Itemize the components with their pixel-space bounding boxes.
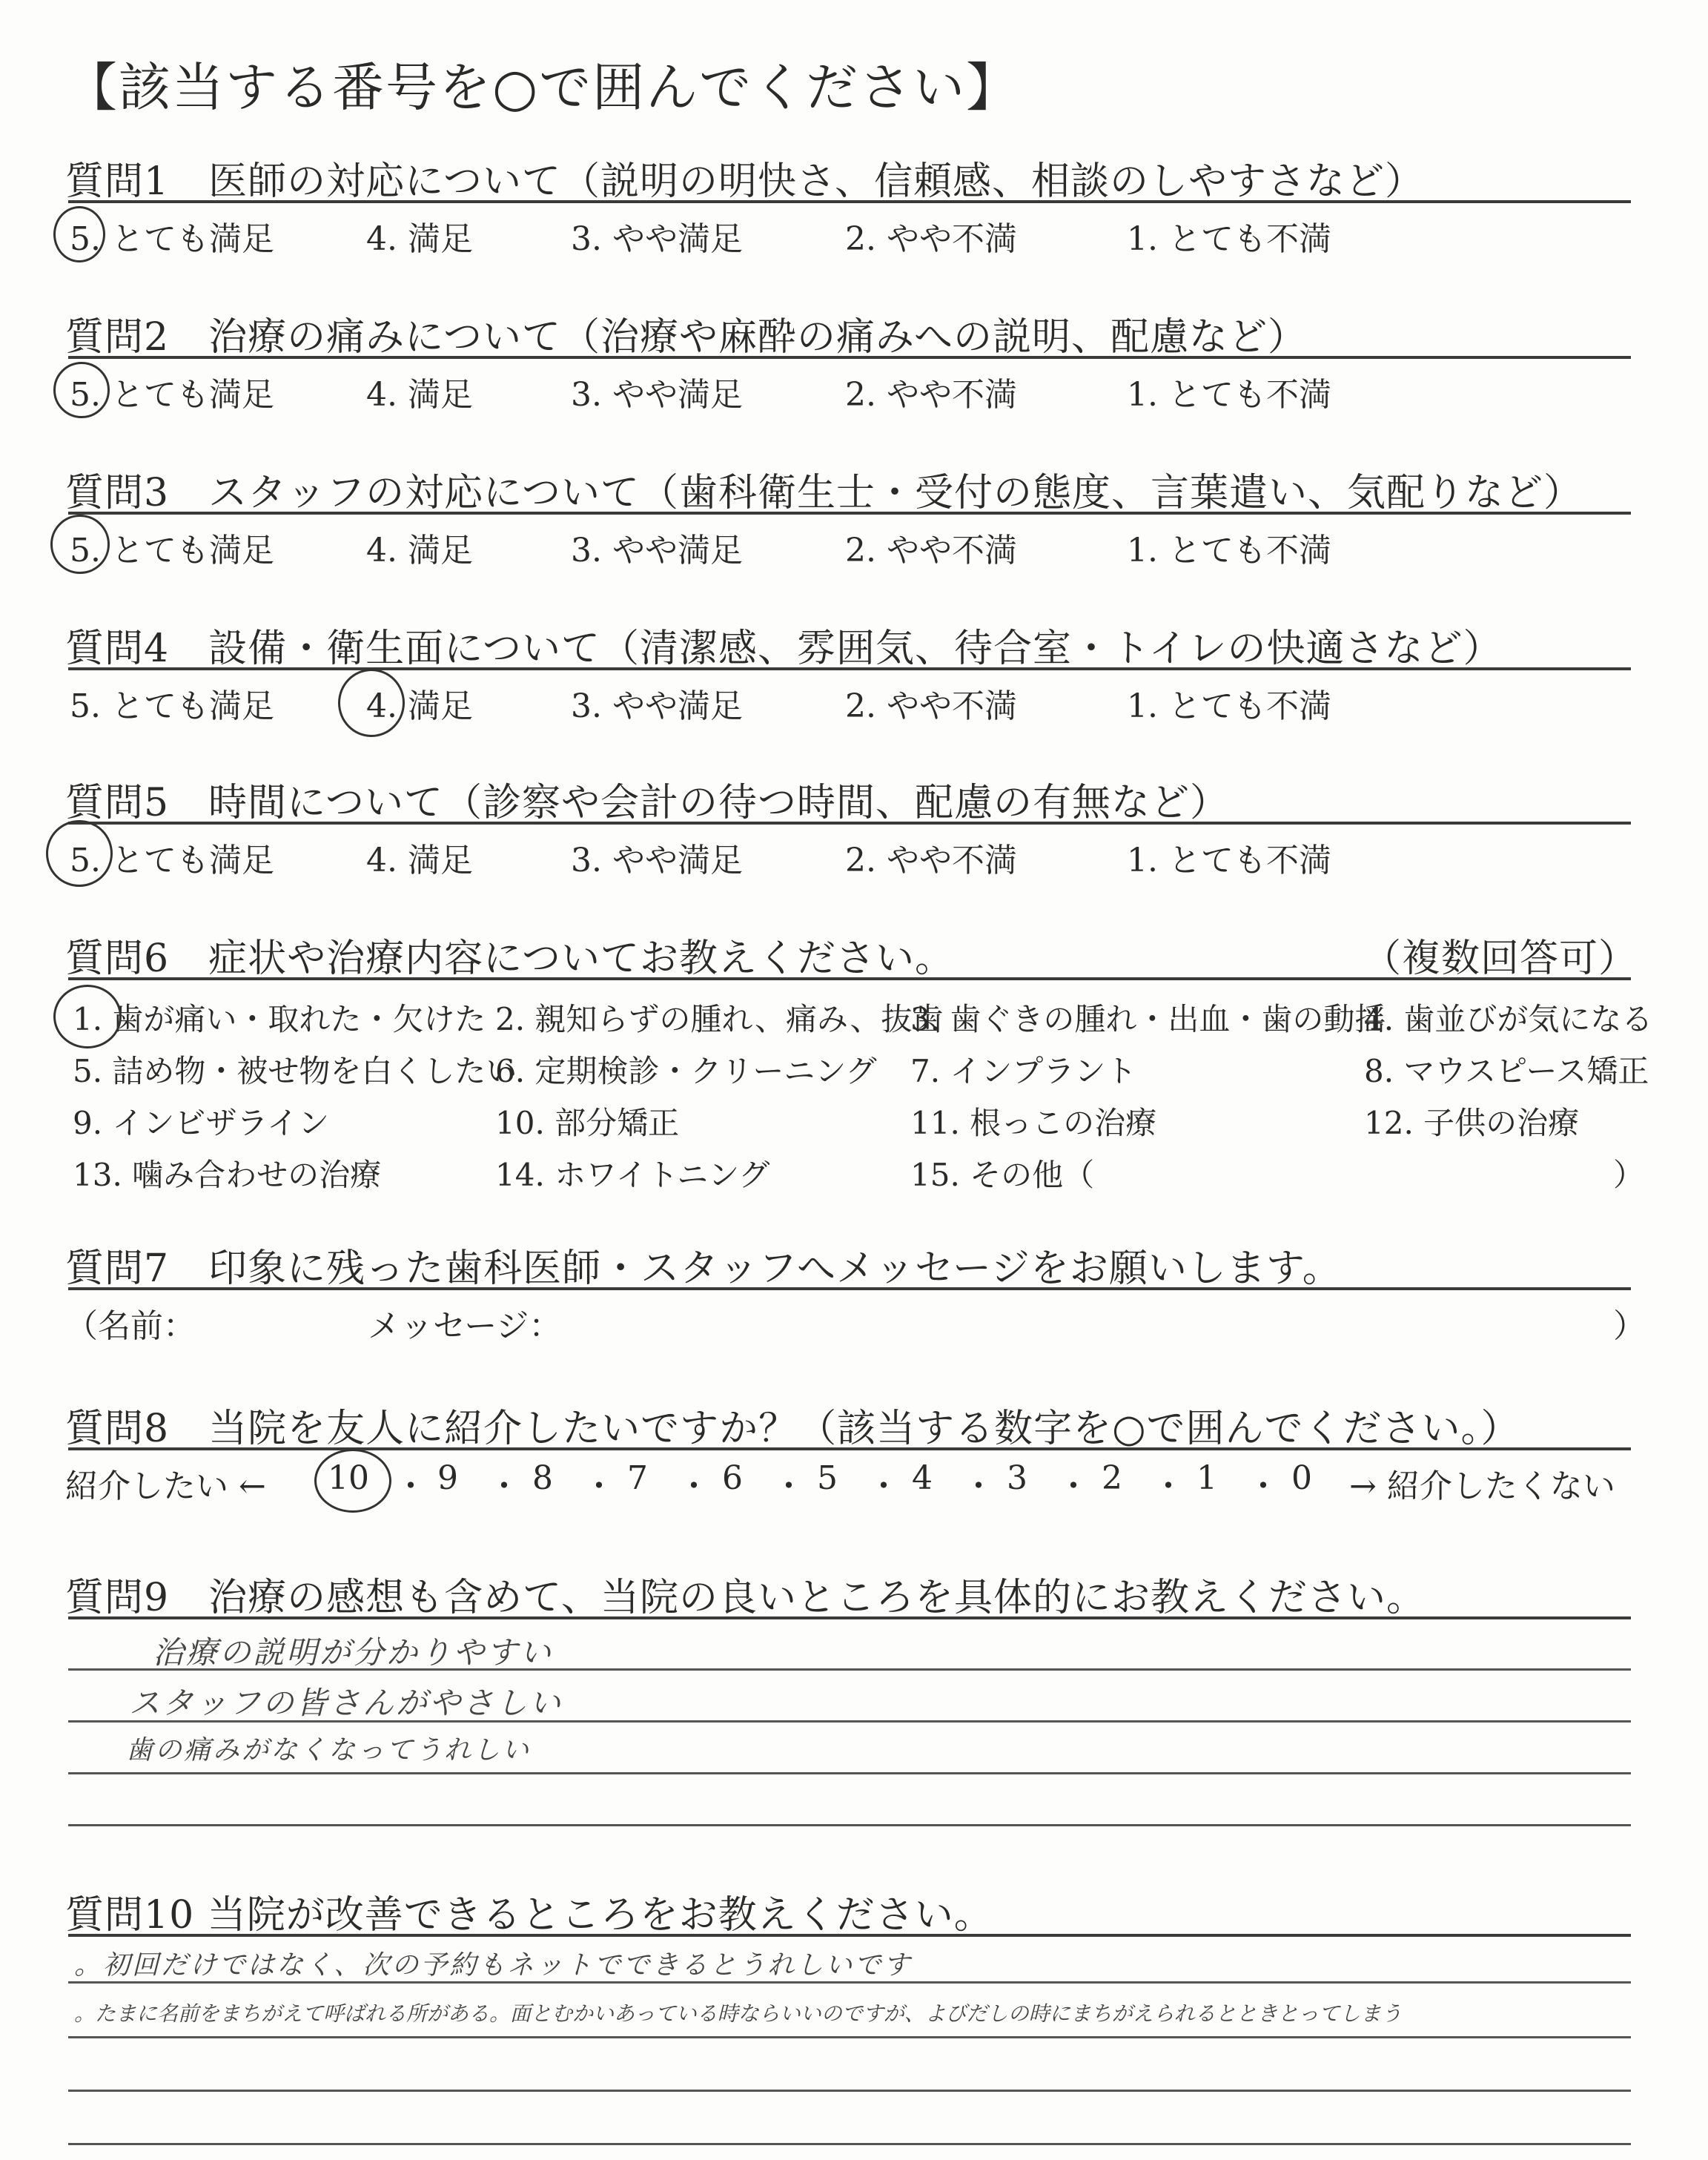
question-4-label: 質問4 設備・衛生面について（清潔感、雰囲気、待合室・トイレの快適さなど） — [65, 627, 1503, 671]
divider — [68, 512, 1631, 515]
divider — [68, 667, 1631, 670]
divider — [68, 1287, 1631, 1290]
q6-item-13[interactable]: 13. 噛み合わせの治療 — [73, 1157, 382, 1193]
q8-left-label: 紹介したい ← — [65, 1467, 266, 1505]
q5-option-1[interactable]: 1. とても不満 — [1127, 842, 1331, 879]
q4-option-5[interactable]: 5. とても満足 — [70, 687, 274, 725]
q2-option-3[interactable]: 3. やや満足 — [571, 376, 743, 414]
q6-item-5[interactable]: 5. 詰め物・被せ物を白くしたい — [73, 1053, 517, 1089]
q2-option-4[interactable]: 4. 満足 — [366, 376, 473, 414]
question-10-label: 質問10 当院が改善できるところをお教えください。 — [65, 1893, 993, 1938]
q2-option-1[interactable]: 1. とても不満 — [1127, 376, 1331, 414]
divider — [68, 1447, 1631, 1450]
question-1-label: 質問1 医師の対応について（説明の明快さ、信頼感、相談のしやすさなど） — [65, 159, 1424, 204]
q3-option-1[interactable]: 1. とても不満 — [1127, 532, 1331, 569]
q8-separator: ・ — [1152, 1467, 1185, 1505]
divider — [68, 1934, 1631, 1937]
question-3-label: 質問3 スタッフの対応について（歯科衛生士・受付の態度、言葉遣い、気配りなど） — [65, 471, 1583, 515]
q7-close-paren: ） — [1613, 1307, 1646, 1345]
q3-option-5[interactable]: 5. とても満足 — [70, 532, 274, 569]
q1-option-2[interactable]: 2. やや不満 — [845, 220, 1017, 258]
q5-option-2[interactable]: 2. やや不満 — [845, 842, 1017, 879]
q8-separator: ・ — [488, 1467, 520, 1505]
q8-score-5[interactable]: 5 — [817, 1459, 838, 1497]
q8-score-8[interactable]: 8 — [532, 1459, 553, 1497]
q8-separator: ・ — [1247, 1467, 1280, 1505]
q8-score-10[interactable]: 10 — [328, 1459, 369, 1497]
q8-score-0[interactable]: 0 — [1291, 1459, 1312, 1497]
q8-separator: ・ — [394, 1467, 427, 1505]
question-7-label: 質問7 印象に残った歯科医師・スタッフへメッセージをお願いします。 — [65, 1246, 1342, 1291]
q6-item-8[interactable]: 8. マウスピース矯正 — [1364, 1053, 1649, 1089]
divider — [68, 1616, 1631, 1619]
q7-message-label: メッセージ： — [368, 1307, 562, 1345]
q8-score-4[interactable]: 4 — [912, 1459, 933, 1497]
q6-item-1[interactable]: 1. 歯が痛い・取れた・欠けた — [73, 1001, 486, 1037]
q9-answer-3: 歯の痛みがなくなってうれしい — [126, 1735, 532, 1766]
q6-item-10[interactable]: 10. 部分矯正 — [495, 1105, 680, 1141]
q8-score-6[interactable]: 6 — [722, 1459, 743, 1497]
q6-item-4[interactable]: 4. 歯並びが気になる — [1364, 1001, 1653, 1037]
answer-line — [68, 2090, 1631, 2092]
q3-option-2[interactable]: 2. やや不満 — [845, 532, 1017, 569]
q6-item-9[interactable]: 9. インビザライン — [73, 1105, 330, 1141]
q5-option-5[interactable]: 5. とても満足 — [70, 842, 274, 879]
question-2-label: 質問2 治療の痛みについて（治療や麻酔の痛みへの説明、配慮など） — [65, 315, 1308, 360]
q8-score-9[interactable]: 9 — [437, 1459, 458, 1497]
answer-line — [68, 1772, 1631, 1774]
q3-option-4[interactable]: 4. 満足 — [366, 532, 473, 569]
q8-separator: ・ — [678, 1467, 710, 1505]
divider — [68, 356, 1631, 359]
q6-item-3[interactable]: 3. 歯ぐきの腫れ・出血・歯の動揺 — [910, 1001, 1386, 1037]
question-8-label: 質問8 当院を友人に紹介したいですか？（該当する数字を○で囲んでください。） — [65, 1407, 1520, 1451]
q1-option-3[interactable]: 3. やや満足 — [571, 220, 743, 258]
divider — [68, 822, 1631, 825]
q6-item-6[interactable]: 6. 定期検診・クリーニング — [495, 1053, 877, 1089]
q8-separator: ・ — [1057, 1467, 1090, 1505]
q2-option-2[interactable]: 2. やや不満 — [845, 376, 1017, 414]
q6-item-14[interactable]: 14. ホワイトニング — [495, 1157, 770, 1193]
divider — [68, 977, 1631, 980]
question-6-note: （複数回答可） — [1363, 937, 1638, 981]
q1-option-1[interactable]: 1. とても不満 — [1127, 220, 1331, 258]
q6-item-12[interactable]: 12. 子供の治療 — [1364, 1105, 1580, 1141]
q4-option-4[interactable]: 4. 満足 — [366, 687, 473, 725]
q6-other-close-paren: ） — [1613, 1157, 1645, 1193]
q8-right-label: → 紹介したくない — [1349, 1467, 1615, 1505]
q1-option-4[interactable]: 4. 満足 — [366, 220, 473, 258]
question-6-label: 質問6 症状や治療内容についてお教えください。 — [65, 937, 955, 981]
question-5-label: 質問5 時間について（診察や会計の待つ時間、配慮の有無など） — [65, 781, 1230, 825]
q10-answer-2: 。たまに名前をまちがえて呼ばれる所がある。面とむかいあっている時ならいいのですが、よびだしの時にまちがえられるとときとってしまう — [74, 2001, 1403, 2026]
q6-item-7[interactable]: 7. インプラント — [910, 1053, 1137, 1089]
q9-answer-2: スタッフの皆さんがやさしい — [129, 1685, 563, 1721]
q6-item-2[interactable]: 2. 親知らずの腫れ、痛み、抜歯 — [495, 1001, 944, 1037]
divider — [68, 200, 1631, 203]
answer-line — [68, 2143, 1631, 2145]
q2-option-5[interactable]: 5. とても満足 — [70, 376, 274, 414]
answer-line — [68, 1824, 1631, 1826]
q9-answer-1: 治療の説明が分かりやすい — [153, 1634, 554, 1671]
q8-separator: ・ — [772, 1467, 805, 1505]
q8-score-2[interactable]: 2 — [1102, 1459, 1122, 1497]
q4-option-1[interactable]: 1. とても不満 — [1127, 687, 1331, 725]
answer-line — [68, 2036, 1631, 2038]
q8-score-7[interactable]: 7 — [627, 1459, 648, 1497]
q3-option-3[interactable]: 3. やや満足 — [571, 532, 743, 569]
q4-option-2[interactable]: 2. やや不満 — [845, 687, 1017, 725]
q6-item-15[interactable]: 15. その他（ — [910, 1157, 1095, 1193]
q5-option-4[interactable]: 4. 満足 — [366, 842, 473, 879]
q1-option-5[interactable]: 5. とても満足 — [70, 220, 274, 258]
q7-name-label: （名前： — [65, 1307, 196, 1345]
q6-item-11[interactable]: 11. 根っこの治療 — [910, 1105, 1157, 1141]
page-title: 【該当する番号を○で囲んでください】 — [65, 57, 1020, 118]
question-9-label: 質問9 治療の感想も含めて、当院の良いところを具体的にお教えください。 — [65, 1576, 1426, 1620]
q8-separator: ・ — [583, 1467, 615, 1505]
q8-score-1[interactable]: 1 — [1196, 1459, 1217, 1497]
q5-option-3[interactable]: 3. やや満足 — [571, 842, 743, 879]
q8-separator: ・ — [867, 1467, 900, 1505]
q8-score-3[interactable]: 3 — [1007, 1459, 1027, 1497]
q10-answer-1: 。初回だけではなく、次の予約もネットでできるとうれしいです — [74, 1950, 913, 1981]
q8-separator: ・ — [962, 1467, 995, 1505]
q4-option-3[interactable]: 3. やや満足 — [571, 687, 743, 725]
